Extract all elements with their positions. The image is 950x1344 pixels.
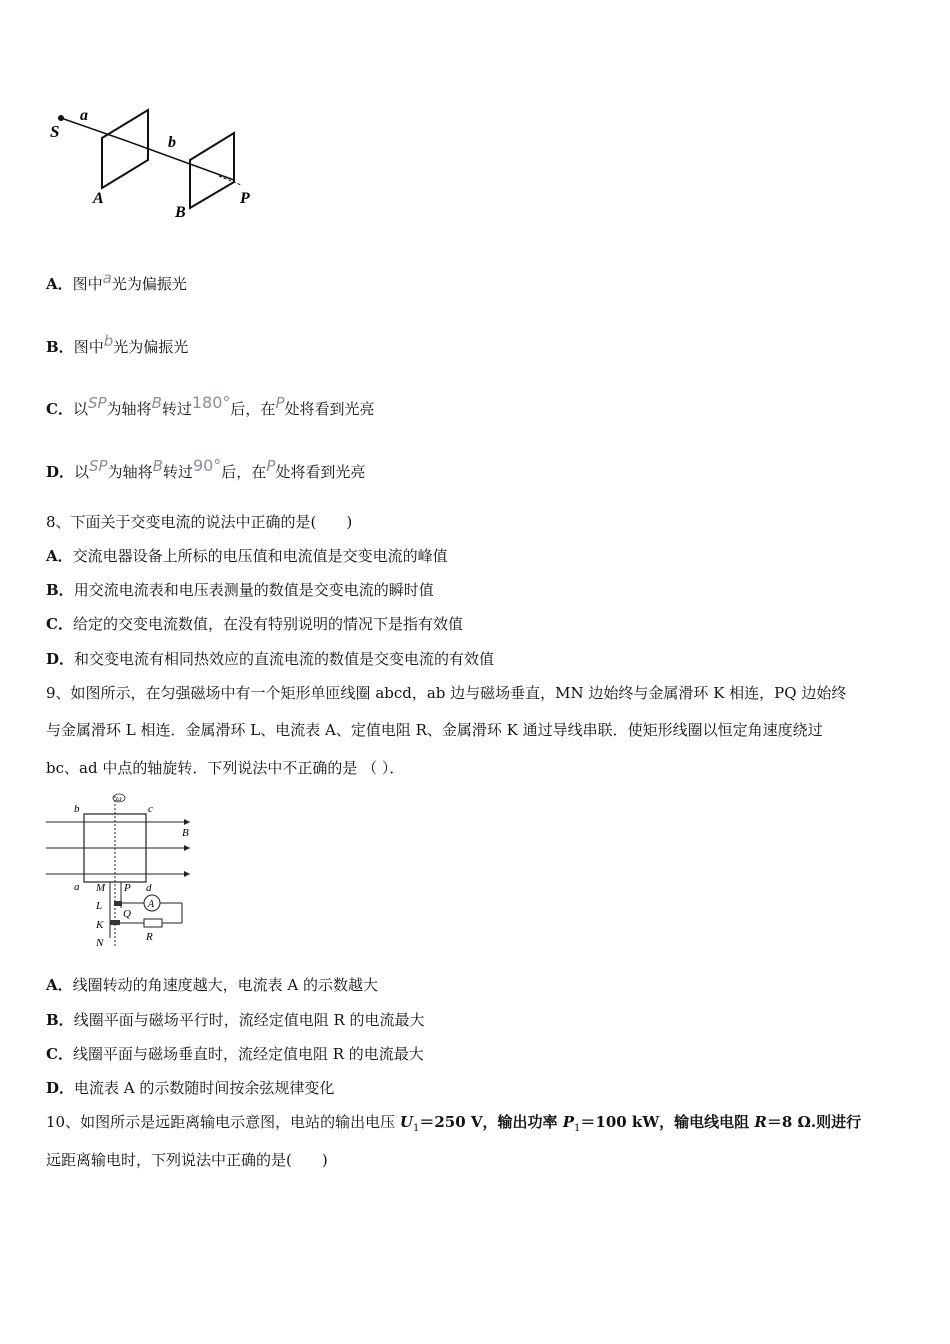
label-d: d [146,882,152,894]
label-S: S [50,122,60,141]
q8-stem: 8、下面关于交变电流的说法中正确的是( ) [46,513,353,531]
label-B-field: B [182,827,189,839]
label-c: c [148,803,153,815]
label-Q: Q [123,908,131,920]
q7-option-A[interactable]: A．图中a光为偏振光 [46,269,187,293]
label-P: P [124,882,131,894]
q9-option-B[interactable]: B．线圈平面与磁场平行时，流经定值电阻 R 的电流最大 [46,1011,425,1029]
label-omega: ω [116,794,122,803]
label-b: b [168,134,176,151]
q9-option-D[interactable]: D．电流表 A 的示数随时间按余弦规律变化 [46,1079,335,1097]
polarizer-A [102,110,148,188]
label-P: P [240,190,250,207]
label-a: a [74,881,80,893]
q8-option-A[interactable]: A．交流电器设备上所标的电压值和电流值是交变电流的峰值 [46,547,448,565]
label-b: b [74,803,80,815]
q10-stem-line2: 远距离输电时，下列说法中正确的是( ) [46,1151,328,1169]
polarizer-B [190,133,234,208]
coil-figure [44,790,196,950]
resistor [144,919,162,927]
slip-ring-K [110,920,120,925]
q8-option-D[interactable]: D．和交变电流有相同热效应的直流电流的数值是交变电流的有效值 [46,650,495,668]
label-N: N [96,937,104,949]
q9-stem-line1: 9、如图所示，在匀强磁场中有一个矩形单匝线圈 abcd，ab 边与磁场垂直，MN 边始终与金属滑环 K 相连，PQ 边始终 [46,684,847,702]
q8-option-B[interactable]: B．用交流电流表和电压表测量的数值是交变电流的瞬时值 [46,581,434,599]
q10-stem-line1: 10、如图所示是远距离输电示意图，电站的输出电压 $U_1=250$ V，输出功率 $P_1=100$ kW，输电线电阻 R＝8 Ω.则进行 [46,1113,862,1134]
label-a: a [80,107,88,124]
label-L: L [96,900,103,912]
q7-option-B[interactable]: B．图中b光为偏振光 [46,332,189,356]
q8-option-C[interactable]: C．给定的交变电流数值，在没有特别说明的情况下是指有效值 [46,615,463,633]
polarizer-figure [44,100,264,225]
label-ammeter-A: A [148,899,155,910]
label-R: R [146,931,153,943]
label-K: K [96,919,104,931]
q9-stem-line3: bc、ad 中点的轴旋转．下列说法中不正确的是 （ ）． [46,759,405,777]
slip-ring-L [114,901,122,906]
label-A: A [93,190,104,207]
q9-option-A[interactable]: A．线圈转动的角速度越大，电流表 A 的示数越大 [46,976,379,994]
q9-stem-line2: 与金属滑环 L 相连．金属滑环 L、电流表 A、定值电阻 R、金属滑环 K 通过导线串联．使矩形线圈以恒定角速度绕过 [46,721,823,739]
label-B: B [175,204,186,221]
label-M: M [96,882,106,894]
q9-option-C[interactable]: C．线圈平面与磁场垂直时，流经定值电阻 R 的电流最大 [46,1045,424,1063]
q7-option-D[interactable]: D．以SP为轴将B转过90°后，在P处将看到光亮 [46,456,366,481]
q7-option-C[interactable]: C．以SP为轴将B转过180°后，在P处将看到光亮 [46,393,375,418]
